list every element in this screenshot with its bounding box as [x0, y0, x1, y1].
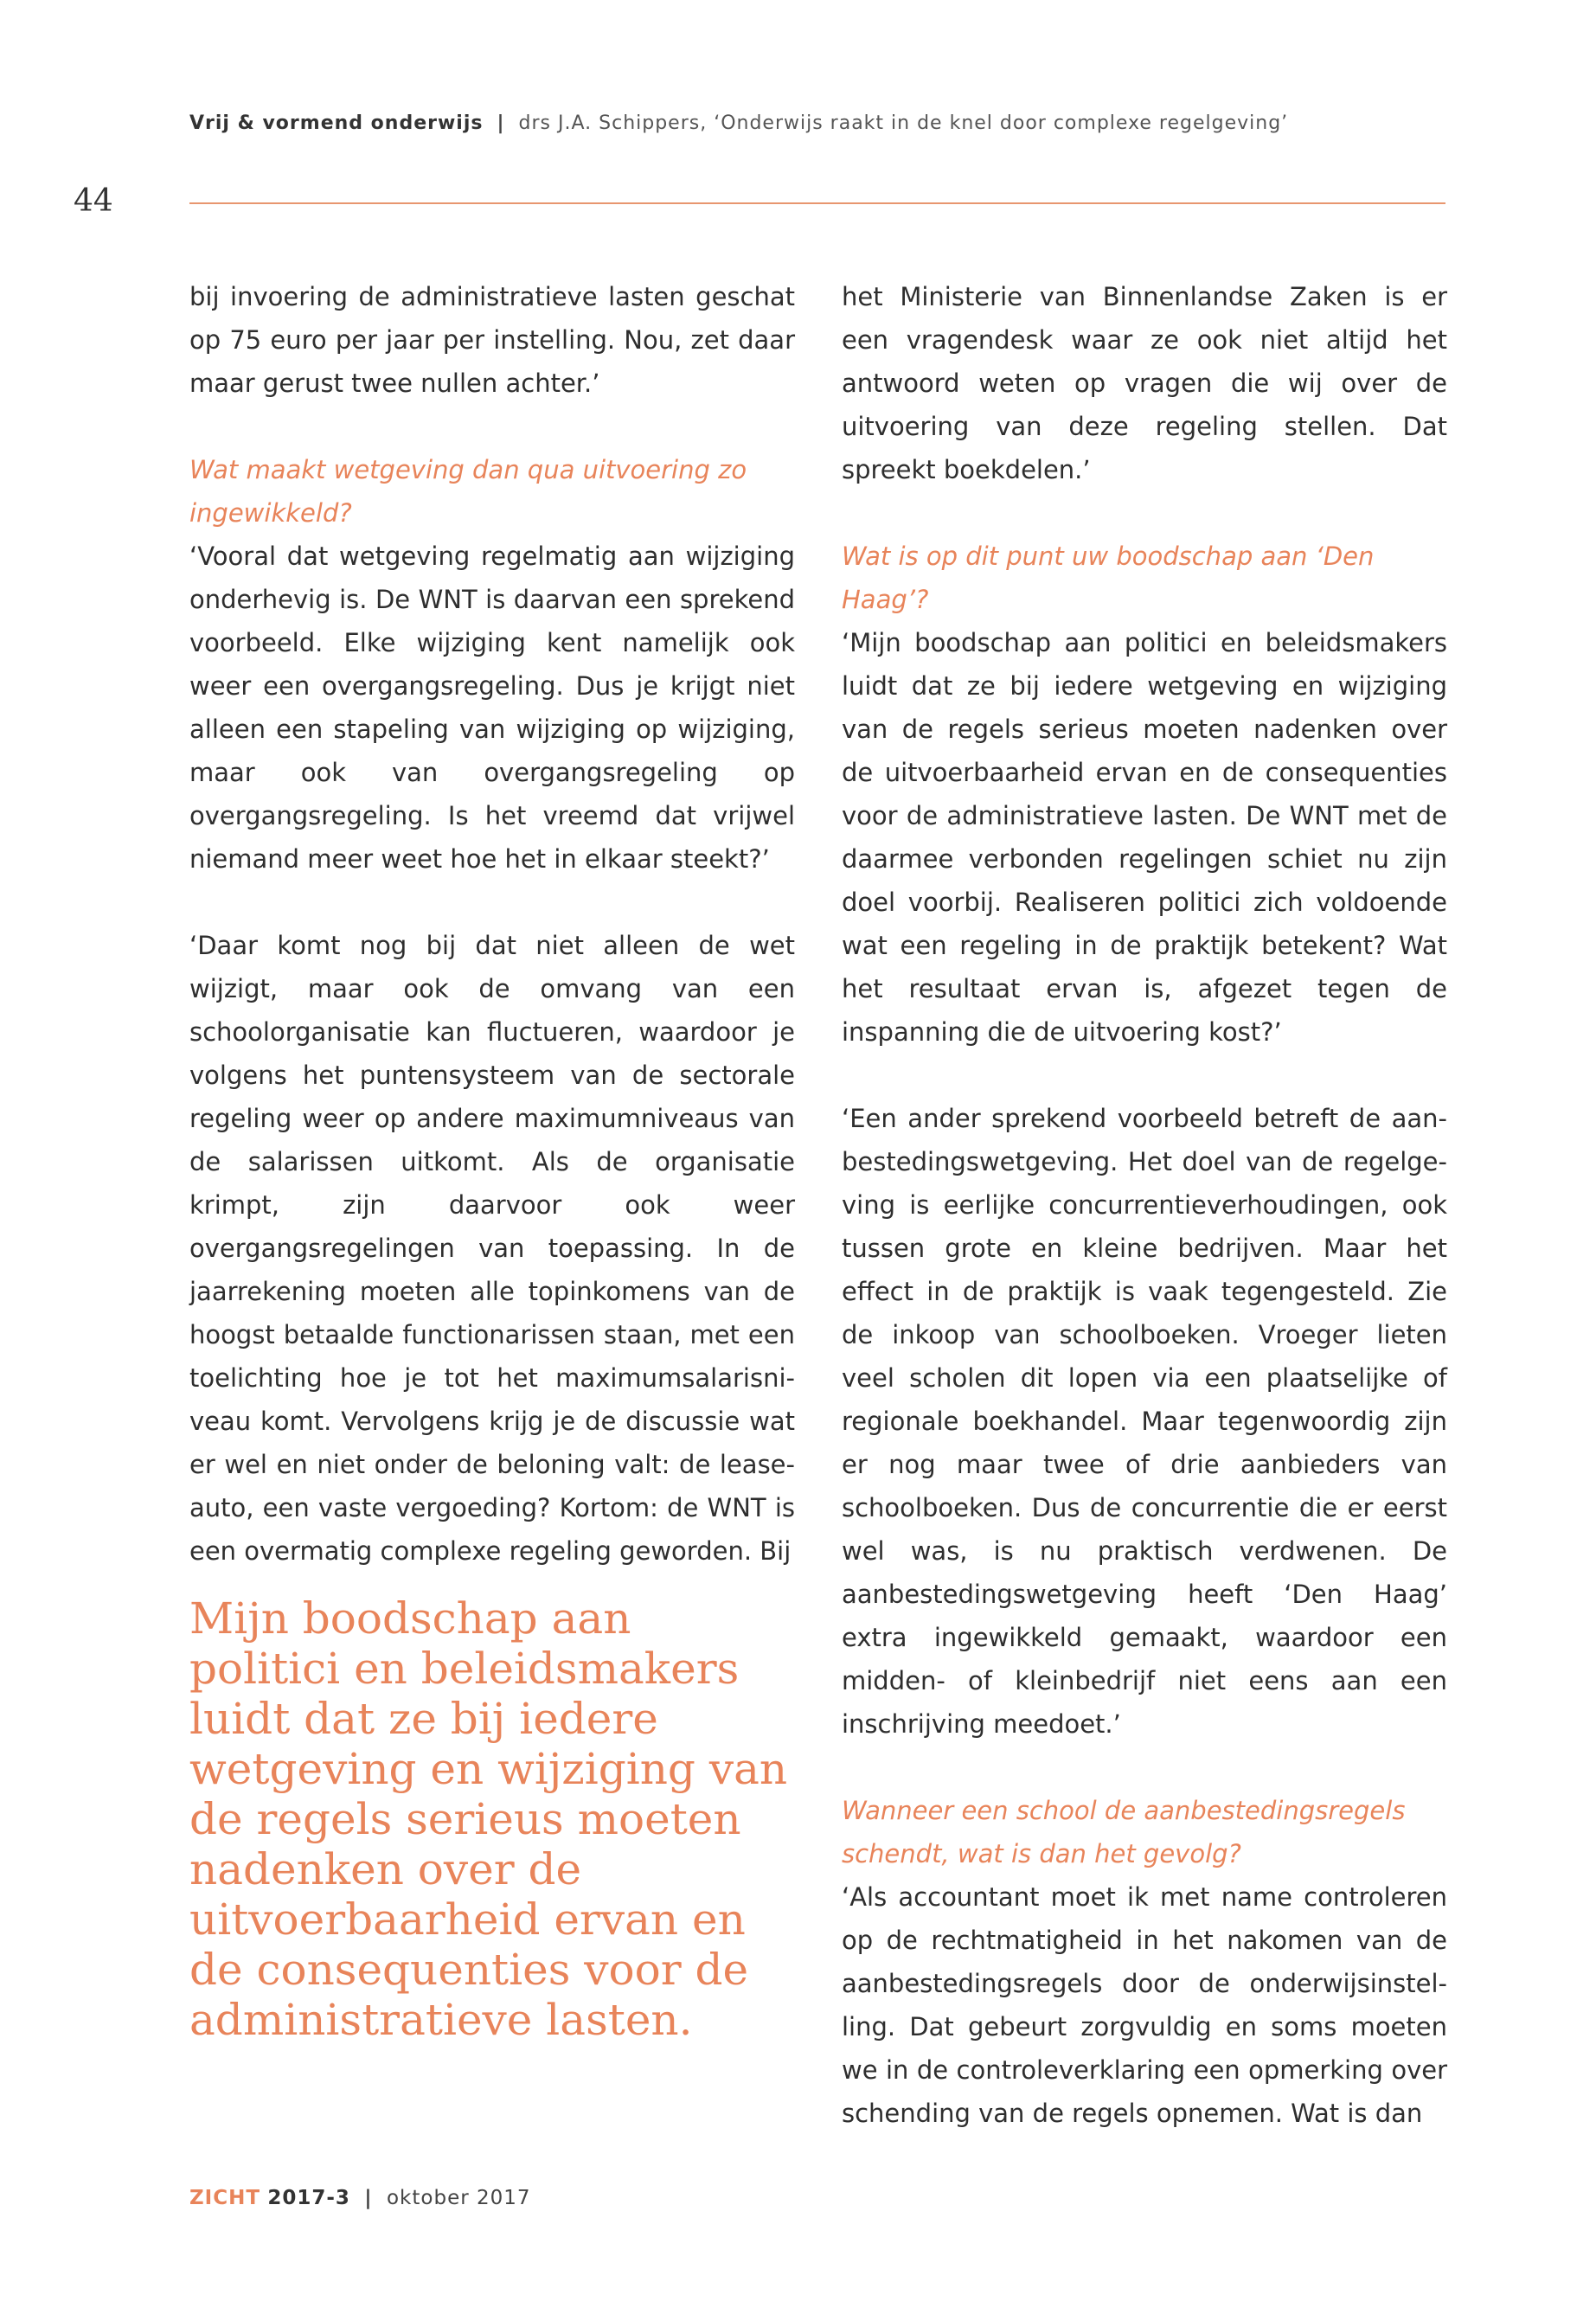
- issue-date: oktober 2017: [386, 2187, 531, 2209]
- magazine-brand: ZICHT: [189, 2187, 261, 2209]
- publication-title: Vrij & vormend onderwijs: [189, 112, 484, 134]
- body-paragraph: ‘Als accountant moet ik met name controleren op de rechtmatigheid in het nakomen van de aanbestedingsregels door de onderwijsinstelling. Dat gebeurt zorgvuldig en soms moeten we in de controleverklaring een opmerking over schending van de regels opnemen. Wat is dan: [842, 1882, 1447, 2128]
- header-separator: |: [497, 112, 505, 134]
- interview-question: Wanneer een school de aanbestedingsregels schendt, wat is dan het gevolg?: [842, 1796, 1406, 1868]
- issue-number: 2017-3: [267, 2187, 350, 2209]
- header-rule: [189, 202, 1445, 204]
- left-column: [189, 275, 795, 1616]
- right-column: [842, 275, 1447, 2178]
- body-paragraph: ‘Vooral dat wetgeving regelmatig aan wijziging onderhevig is. De WNT is daarvan een sprekend voorbeeld. Elke wijziging kent namelijk ook weer een overgangsregeling. Dus je krijgt niet alleen een stapeling van wijziging op wijziging, maar ook van overgangsregeling op overgangsregeling. Is het vreemd dat vrijwel niemand meer weet hoe het in elkaar steekt?’: [189, 542, 795, 874]
- body-paragraph: ‘Een ander sprekend voorbeeld betreft de aanbestedingswetgeving. Het doel van de regelgeving is eerlijke concurrentieverhoudingen, ook tussen grote en kleine bedrijven. Maar het effect in de praktijk is vaak tegengesteld. Zie de inkoop van schoolboeken. Vroeger lieten veel scholen dit lopen via een plaatselijke of regionale boekhandel. Maar tegenwoordig zijn er nog maar twee of drie aanbieders van schoolboeken. Dus de concurrentie die er eerst wel was, is nu praktisch verdwenen. De aanbestedingswetgeving heeft ‘Den Haag’ extra ingewikkeld gemaakt, waardoor een midden- of kleinbedrijf niet eens aan een inschrijving meedoet.’: [842, 1104, 1447, 1739]
- interview-question: Wat maakt wetgeving dan qua uitvoering zo ingewikkeld?: [189, 455, 747, 528]
- footer-separator: |: [364, 2187, 373, 2209]
- running-header: [189, 112, 1288, 134]
- body-paragraph: het Ministerie van Binnenlandse Zaken is er een vragendesk waar ze ook niet altijd het antwoord weten op vragen die wij over de uitvoering van deze regeling stellen. Dat spreekt boekdelen.’: [842, 282, 1447, 484]
- pull-quote: Mijn boodschap aan politici en beleidsmakers luidt dat ze bij iedere wetgeving en wijziging van de regels serieus moeten nadenken over de uitvoerbaarheid ervan en de consequenties voor de administratieve lasten.: [189, 1593, 788, 2045]
- body-paragraph: ‘Daar komt nog bij dat niet alleen de wet wijzigt, maar ook de omvang van een schoolorganisatie kan fluctueren, waardoor je volgens het puntensysteem van de sectorale regeling weer op andere maximumniveaus van de salarissen uitkomt. Als de organisatie krimpt, zijn daarvoor ook weer overgangsregelingen van toepassing. In de jaarrekening moeten alle topinkomens van de hoogst betaalde functionarissen staan, met een toelichting hoe je tot het maximumsalarisniveau komt. Vervolgens krijg je de discussie wat er wel en niet onder de beloning valt: de leaseauto, een vaste vergoeding? Kortom: de WNT is een overmatig complexe regeling geworden. Bij: [189, 931, 795, 1566]
- article-title: drs J.A. Schippers, ‘Onderwijs raakt in de knel door complexe regelgeving’: [518, 112, 1289, 134]
- body-paragraph: ‘Mijn boodschap aan politici en beleidsmakers luidt dat ze bij iedere wetgeving en wijziging van de regels serieus moeten nadenken over de uitvoerbaarheid ervan en de consequenties voor de administratieve lasten. De WNT met de daarmee verbonden regelingen schiet nu zijn doel voorbij. Realiseren politici zich voldoende wat een regeling in de praktijk betekent? Wat het resultaat ervan is, afgezet tegen de inspanning die de uitvoering kost?’: [842, 628, 1447, 1047]
- page-number: 44: [74, 183, 113, 219]
- body-paragraph: bij invoering de administratieve lasten geschat op 75 euro per jaar per instelling. Nou, zet daar maar gerust twee nullen achter.’: [189, 282, 795, 398]
- page-footer: [189, 2187, 531, 2209]
- interview-question: Wat is op dit punt uw boodschap aan ‘Den Haag’?: [842, 542, 1375, 614]
